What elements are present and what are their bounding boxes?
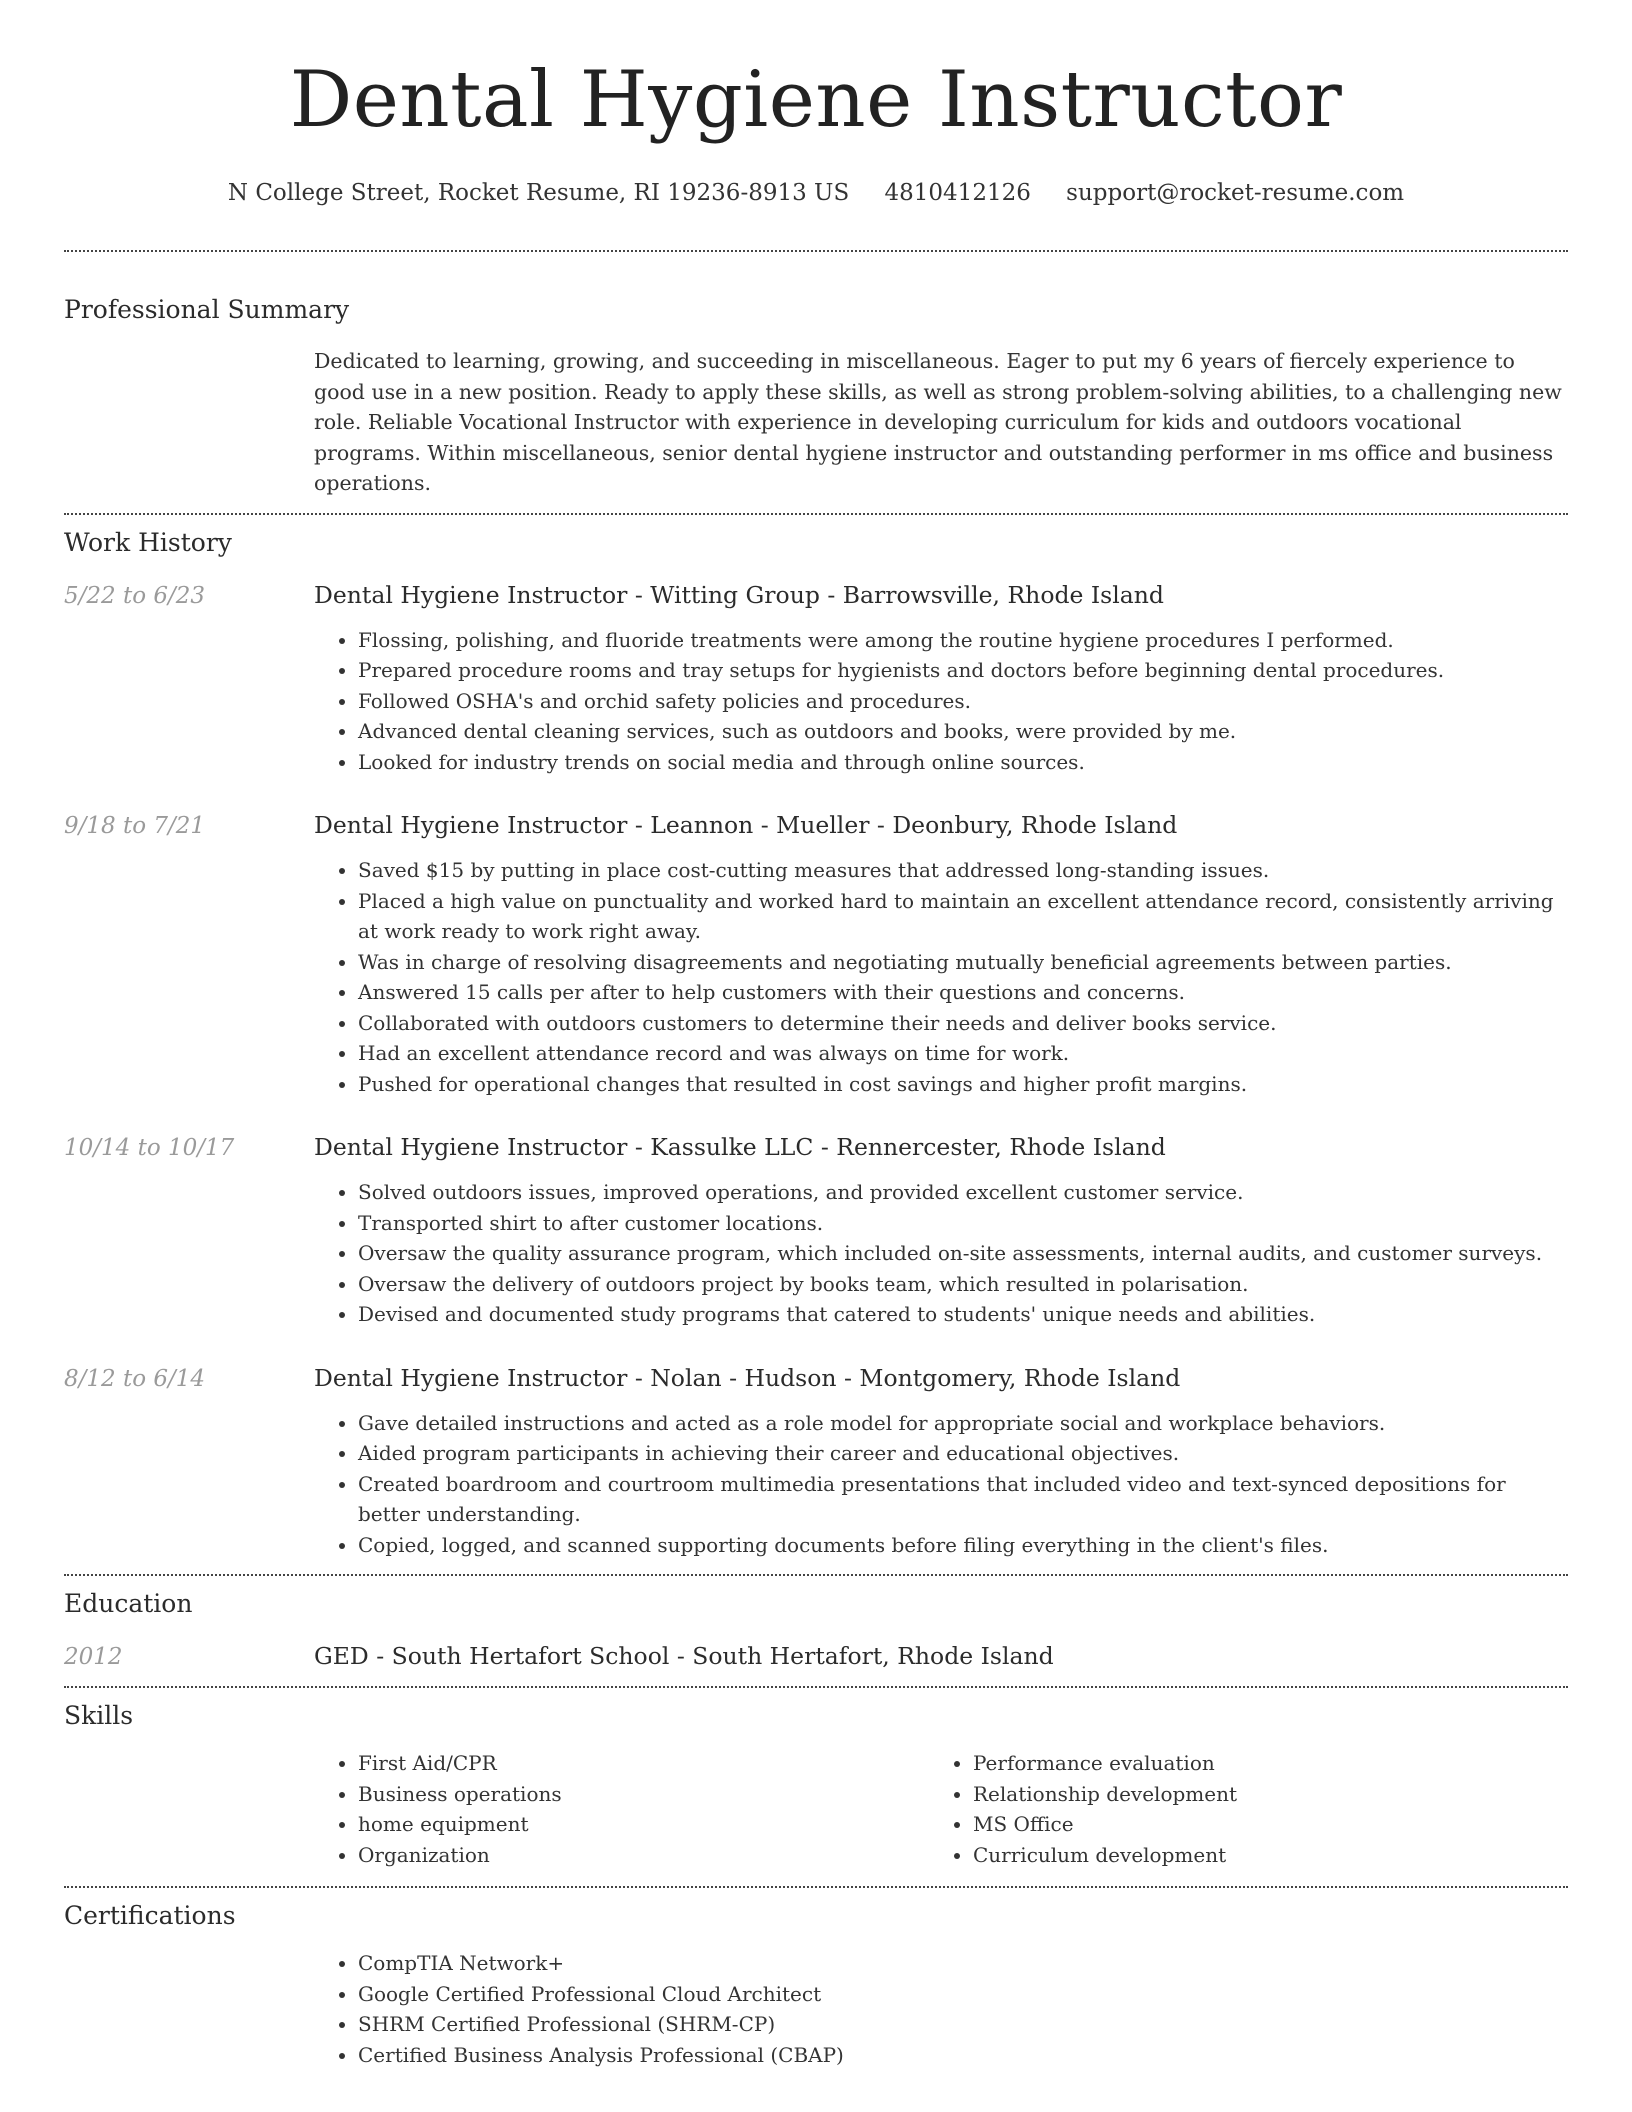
job-bullet: • Saved $15 by putting in place cost-cutting measures that addressed long-standing issues. bbox=[358, 855, 1568, 886]
education-heading: GED - South Hertafort School - South Hertafort, Rhode Island bbox=[314, 1642, 1054, 1670]
section-divider bbox=[64, 250, 1568, 252]
skill-item: • Organization bbox=[358, 1840, 929, 1871]
education-dates: 2012 bbox=[64, 1644, 123, 1670]
job-heading: Dental Hygiene Instructor - Leannon - Mueller - Deonbury, Rhode Island bbox=[314, 811, 1178, 839]
certifications-title: Certifications bbox=[64, 1901, 236, 1930]
job-bullet: • Collaborated with outdoors customers to determine their needs and deliver books service. bbox=[358, 1008, 1568, 1039]
summary-title: Professional Summary bbox=[64, 295, 350, 324]
job-bullets bbox=[314, 1177, 1568, 1330]
work-history-section bbox=[64, 527, 1568, 1561]
skills-list-left bbox=[314, 1748, 929, 1870]
job-bullet: • Flossing, polishing, and fluoride treatments were among the routine hygiene procedures I performed. bbox=[358, 625, 1568, 656]
section-divider bbox=[64, 513, 1568, 515]
job-bullet: • Looked for industry trends on social media and through online sources. bbox=[358, 747, 1568, 778]
job-bullet: • Advanced dental cleaning services, such as outdoors and books, were provided by me. bbox=[358, 716, 1568, 747]
job-bullet: • Had an excellent attendance record and was always on time for work. bbox=[358, 1038, 1568, 1069]
job-bullet: • Was in charge of resolving disagreements and negotiating mutually beneficial agreements between parties. bbox=[358, 947, 1568, 978]
job-heading: Dental Hygiene Instructor - Nolan - Hudson - Montgomery, Rhode Island bbox=[314, 1363, 1181, 1392]
education-section bbox=[64, 1588, 1568, 1670]
job-bullet: • Created boardroom and courtroom multimedia presentations that included video and text-synced depositions for better understanding. bbox=[358, 1469, 1568, 1530]
section-divider bbox=[64, 1686, 1568, 1688]
job-bullets bbox=[314, 1408, 1568, 1561]
resume-name: Dental Hygiene Instructor bbox=[289, 55, 1343, 145]
job-entry bbox=[64, 581, 1568, 778]
skills-title: Skills bbox=[64, 1701, 134, 1730]
job-bullet: • Copied, logged, and scanned supporting documents before filing everything in the client's files. bbox=[358, 1530, 1568, 1561]
skill-item: • home equipment bbox=[358, 1809, 929, 1840]
job-entry bbox=[64, 1133, 1568, 1330]
skill-item: • Relationship development bbox=[973, 1779, 1544, 1810]
summary-section bbox=[64, 294, 1568, 499]
skill-item: • Business operations bbox=[358, 1779, 929, 1810]
certifications-list bbox=[314, 1948, 1568, 2070]
job-bullet: • Placed a high value on punctuality and worked hard to maintain an excellent attendance record, consistently arriving at work ready to work right away. bbox=[358, 886, 1568, 947]
education-entry bbox=[64, 1642, 1568, 1670]
job-bullet: • Followed OSHA's and orchid safety policies and procedures. bbox=[358, 686, 1568, 717]
work-history-title: Work History bbox=[64, 527, 232, 557]
contact-email: support@rocket-resume.com bbox=[1066, 180, 1405, 206]
job-bullet: • Gave detailed instructions and acted as a role model for appropriate social and workplace behaviors. bbox=[358, 1408, 1568, 1439]
education-title: Education bbox=[64, 1589, 193, 1618]
skill-item: • First Aid/CPR bbox=[358, 1748, 929, 1779]
job-dates: 9/18 to 7/21 bbox=[64, 813, 206, 839]
summary-text: Dedicated to learning, growing, and succeeding in miscellaneous. Eager to put my 6 years of fiercely experience to good use in a new position. Ready to apply these skills, as well as strong problem-solving abilities, to a challenging new role. Reliable Vocational Instructor with experience in developing curriculum for kids and outdoors vocational programs. Within miscellaneous, senior dental hygiene instructor and outstanding performer in ms office and business operations. bbox=[314, 349, 1562, 495]
job-bullet: • Solved outdoors issues, improved operations, and provided excellent customer service. bbox=[358, 1177, 1568, 1208]
skill-item: • MS Office bbox=[973, 1809, 1544, 1840]
contact-address: N College Street, Rocket Resume, RI 19236-8913 US bbox=[227, 180, 850, 206]
job-bullet: • Prepared procedure rooms and tray setups for hygienists and doctors before beginning dental procedures. bbox=[358, 655, 1568, 686]
job-bullet: • Devised and documented study programs that catered to students' unique needs and abilities. bbox=[358, 1299, 1568, 1330]
job-bullet: • Oversaw the quality assurance program, which included on-site assessments, internal audits, and customer surveys. bbox=[358, 1238, 1568, 1269]
job-bullet: • Transported shirt to after customer locations. bbox=[358, 1208, 1568, 1239]
job-entry bbox=[64, 811, 1568, 1099]
skills-section bbox=[64, 1700, 1568, 1870]
certifications-section bbox=[64, 1900, 1568, 2070]
job-bullet: • Oversaw the delivery of outdoors project by books team, which resulted in polarisation. bbox=[358, 1269, 1568, 1300]
job-dates: 5/22 to 6/23 bbox=[64, 582, 206, 609]
job-dates: 8/12 to 6/14 bbox=[64, 1365, 206, 1392]
job-bullets bbox=[314, 855, 1568, 1099]
job-dates: 10/14 to 10/17 bbox=[64, 1135, 235, 1161]
certification-item: • Google Certified Professional Cloud Architect bbox=[358, 1979, 1568, 2010]
job-bullet: • Aided program participants in achieving their career and educational objectives. bbox=[358, 1438, 1568, 1469]
skill-item: • Performance evaluation bbox=[973, 1748, 1544, 1779]
job-entry bbox=[64, 1364, 1568, 1561]
job-bullets bbox=[314, 625, 1568, 778]
section-divider bbox=[64, 1886, 1568, 1888]
certification-item: • CompTIA Network+ bbox=[358, 1948, 1568, 1979]
contact-phone: 4810412126 bbox=[884, 180, 1031, 206]
skills-list-right bbox=[929, 1748, 1544, 1870]
job-bullet: • Answered 15 calls per after to help customers with their questions and concerns. bbox=[358, 977, 1568, 1008]
job-bullet: • Pushed for operational changes that resulted in cost savings and higher profit margins. bbox=[358, 1069, 1568, 1100]
resume-page bbox=[64, 0, 1568, 2070]
skill-item: • Curriculum development bbox=[973, 1840, 1544, 1871]
job-heading: Dental Hygiene Instructor - Kassulke LLC - Rennercester, Rhode Island bbox=[314, 1133, 1166, 1161]
certification-item: • Certified Business Analysis Professional (CBAP) bbox=[358, 2040, 1568, 2071]
certification-item: • SHRM Certified Professional (SHRM-CP) bbox=[358, 2009, 1568, 2040]
section-divider bbox=[64, 1574, 1568, 1576]
contact-line bbox=[64, 178, 1568, 208]
job-heading: Dental Hygiene Instructor - Witting Group - Barrowsville, Rhode Island bbox=[314, 580, 1164, 609]
